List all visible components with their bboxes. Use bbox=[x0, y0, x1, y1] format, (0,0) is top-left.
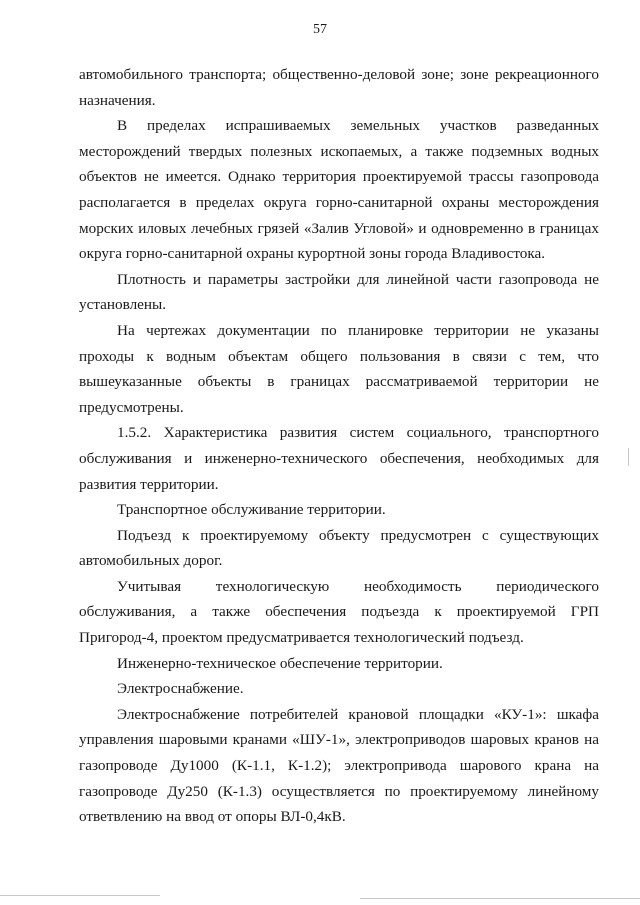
paragraph-deposits: В пределах испрашиваемых земельных участков разведанных месторождений твердых полезных ископаемых, а также подземных водных объектов не имеется. Однако территория проектируемой трассы газопровода располагается в пределах округа горно-санитарной охраны месторождения морских иловых лечебных грязей «Залив Угловой» и одновременно в границах округа горно-санитарной охраны курортной зоны города Владивостока. bbox=[79, 117, 599, 263]
section-heading-1-5-2: 1.5.2. Характеристика развития систем социального, транспортного обслуживания и инженерно-технического обеспечения, необходимых для развития территории. bbox=[79, 424, 599, 493]
scan-edge-mark bbox=[0, 895, 160, 896]
paragraph-density: Плотность и параметры застройки для линейной части газопровода не установлены. bbox=[79, 270, 599, 314]
paragraph-tech-access: Учитывая технологическую необходимость периодического обслуживания, а также обеспечения подъезда к проектируемой ГРП Пригород-4, проектом предусматривается технологический подъезд. bbox=[79, 577, 599, 647]
paragraph-power-supply: Электроснабжение потребителей крановой площадки «КУ-1»: шкафа управления шаровыми кранами «ШУ-1», электроприводов шаровых кранов на газопроводе Ду1000 (К-1.1, К-1.2); электропривода шарового крана на газопроводе Ду250 (К-1.3) осуществляется по проектируемому линейному ответвлению на ввод от опоры ВЛ-0,4кВ. bbox=[79, 705, 599, 826]
paragraph-engineering-heading: Инженерно-техническое обеспечение территории. bbox=[117, 654, 443, 672]
paragraph-access-road: Подъезд к проектируемому объекту предусмотрен с существующих автомобильных дорог. bbox=[79, 526, 599, 570]
document-body bbox=[79, 62, 599, 830]
paragraph-transport-heading: Транспортное обслуживание территории. bbox=[117, 501, 386, 519]
paragraph-power-heading: Электроснабжение. bbox=[117, 680, 244, 698]
scan-edge-mark bbox=[360, 898, 640, 899]
paragraph-water-access: На чертежах документации по планировке территории не указаны проходы к водным объектам общего пользования в связи с тем, что вышеуказанные объекты в границах рассматриваемой территории не предусмотрены. bbox=[79, 321, 599, 416]
paragraph-continuation: автомобильного транспорта; общественно-деловой зоне; зоне рекреационного назначения. bbox=[79, 66, 599, 109]
page-number: 57 bbox=[313, 22, 327, 37]
scan-edge-mark bbox=[628, 448, 629, 466]
